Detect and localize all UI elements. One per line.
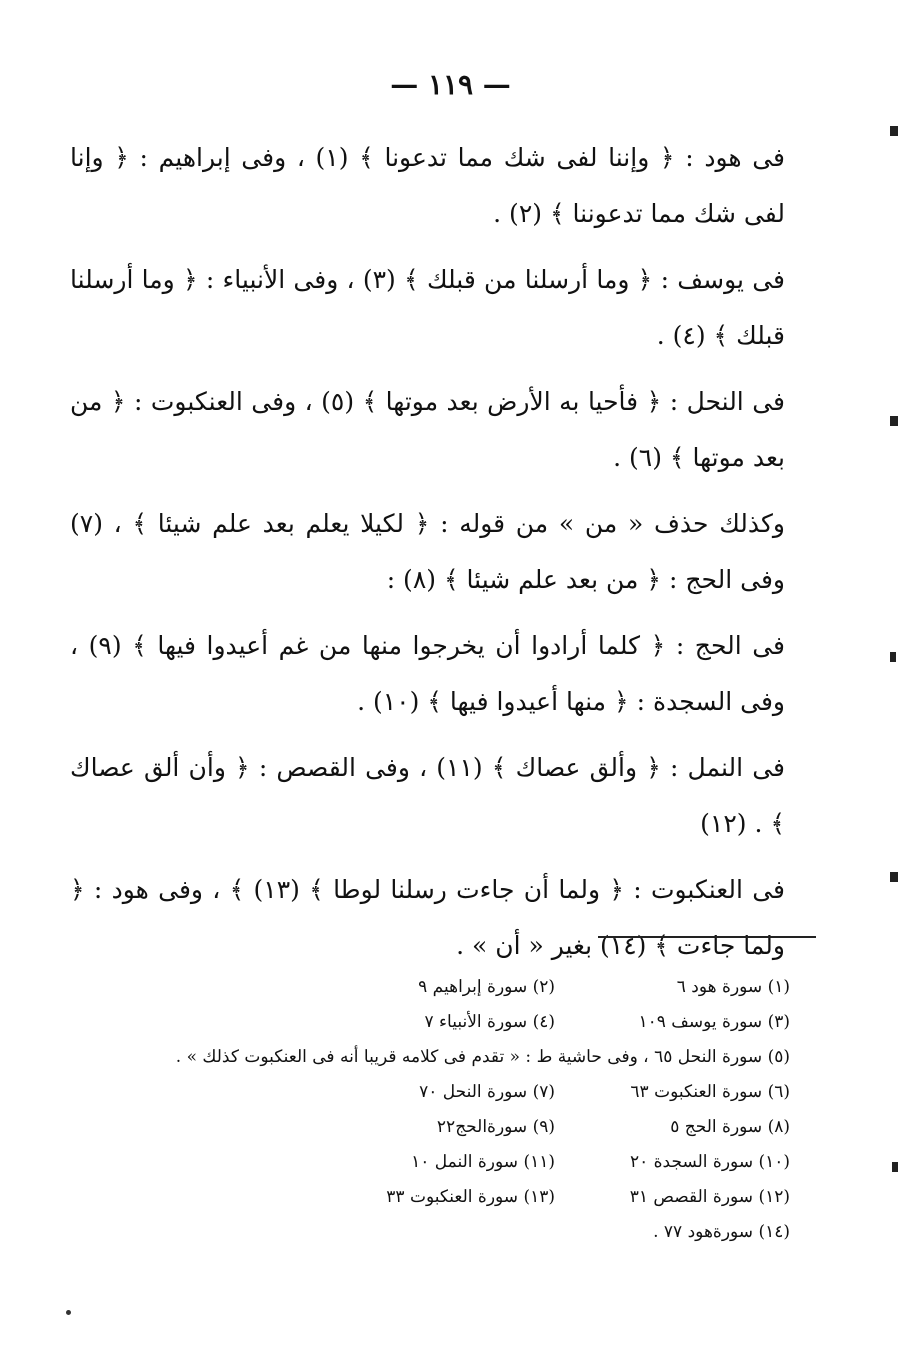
scan-speck bbox=[66, 1310, 71, 1315]
footnote-row bbox=[130, 1075, 790, 1110]
footnote-row bbox=[130, 1145, 790, 1180]
footnote-row bbox=[130, 970, 790, 1005]
footnote-row bbox=[130, 1180, 790, 1215]
scan-margin-mark bbox=[890, 872, 898, 882]
paragraph-hud-ibrahim: فى هود : ﴿ وإننا لفى شك مما تدعونا ﴾ (١) ، وفى إبراهيم : ﴿ وإنا لفى شك مما تدعوننا ﴾ (٢) . bbox=[70, 143, 785, 228]
footnote-5: (٥) سورة النحل ٦٥ ، وفى حاشية ط : « تقدم فى كلامه قريبا أنه فى العنكبوت كذلك » . bbox=[175, 1047, 790, 1067]
footnote-7: (٧) سورة النحل ٧٠ bbox=[419, 1082, 555, 1102]
paragraph-ankabut-hud: فى العنكبوت : ﴿ ولما أن جاءت رسلنا لوطا ﴾ (١٣) ﴾ ، وفى هود : ﴿ ولما جاءت ﴾ (١٤) بغير « أن » . bbox=[70, 875, 785, 960]
footnote-14: (١٤) سورةهود ٧٧ . bbox=[653, 1222, 790, 1242]
footnote-6: (٦) سورة العنكبوت ٦٣ bbox=[630, 1082, 790, 1102]
scan-margin-mark bbox=[890, 126, 898, 136]
footnote-12: (١٢) سورة القصص ٣١ bbox=[629, 1187, 790, 1207]
paragraph-min-deletion: وكذلك حذف « من » من قوله : ﴿ لكيلا يعلم بعد علم شيئا ﴾ ، (٧) وفى الحج : ﴿ من بعد علم شيئا ﴾ (٨) : bbox=[70, 509, 785, 594]
main-text bbox=[70, 130, 785, 984]
footnote-2: (٢) سورة إبراهيم ٩ bbox=[418, 977, 555, 997]
footnote-4: (٤) سورة الأنبياء ٧ bbox=[424, 1012, 555, 1032]
footnote-8: (٨) سورة الحج ٥ bbox=[670, 1117, 790, 1137]
page-number: — ١١٩ — bbox=[390, 68, 511, 101]
footnote-row bbox=[130, 1110, 790, 1145]
scan-margin-mark bbox=[892, 1162, 898, 1172]
scan-margin-mark bbox=[890, 652, 896, 662]
paragraph-yusuf-anbiya: فى يوسف : ﴿ وما أرسلنا من قبلك ﴾ (٣) ، وفى الأنبياء : ﴿ وما أرسلنا قبلك ﴾ (٤) . bbox=[70, 265, 785, 350]
footnote-9: (٩) سورةالحج٢٢ bbox=[436, 1117, 555, 1137]
paragraph-naml-qasas: فى النمل : ﴿ وألق عصاك ﴾ (١١) ، وفى القصص : ﴿ وأن ألق عصاك ﴾ . (١٢) bbox=[70, 753, 785, 838]
scan-margin-mark bbox=[890, 416, 898, 426]
paragraph-hajj-sajda: فى الحج : ﴿ كلما أرادوا أن يخرجوا منها من غم أعيدوا فيها ﴾ (٩) ، وفى السجدة : ﴿ منها أعيدوا فيها ﴾ (١٠) . bbox=[70, 631, 785, 716]
footnote-1: (١) سورة هود ٦ bbox=[676, 977, 790, 997]
footnote-separator bbox=[598, 936, 816, 938]
footnotes bbox=[130, 970, 790, 1250]
footnote-row bbox=[130, 1005, 790, 1040]
footnote-10: (١٠) سورة السجدة ٢٠ bbox=[629, 1152, 790, 1172]
footnote-3: (٣) سورة يوسف ١٠٩ bbox=[638, 1012, 790, 1032]
footnote-13: (١٣) سورة العنكبوت ٣٣ bbox=[386, 1187, 555, 1207]
paragraph-nahl-ankabut: فى النحل : ﴿ فأحيا به الأرض بعد موتها ﴾ (٥) ، وفى العنكبوت : ﴿ من بعد موتها ﴾ (٦) . bbox=[70, 387, 786, 472]
footnote-11: (١١) سورة النمل ١٠ bbox=[411, 1152, 555, 1172]
